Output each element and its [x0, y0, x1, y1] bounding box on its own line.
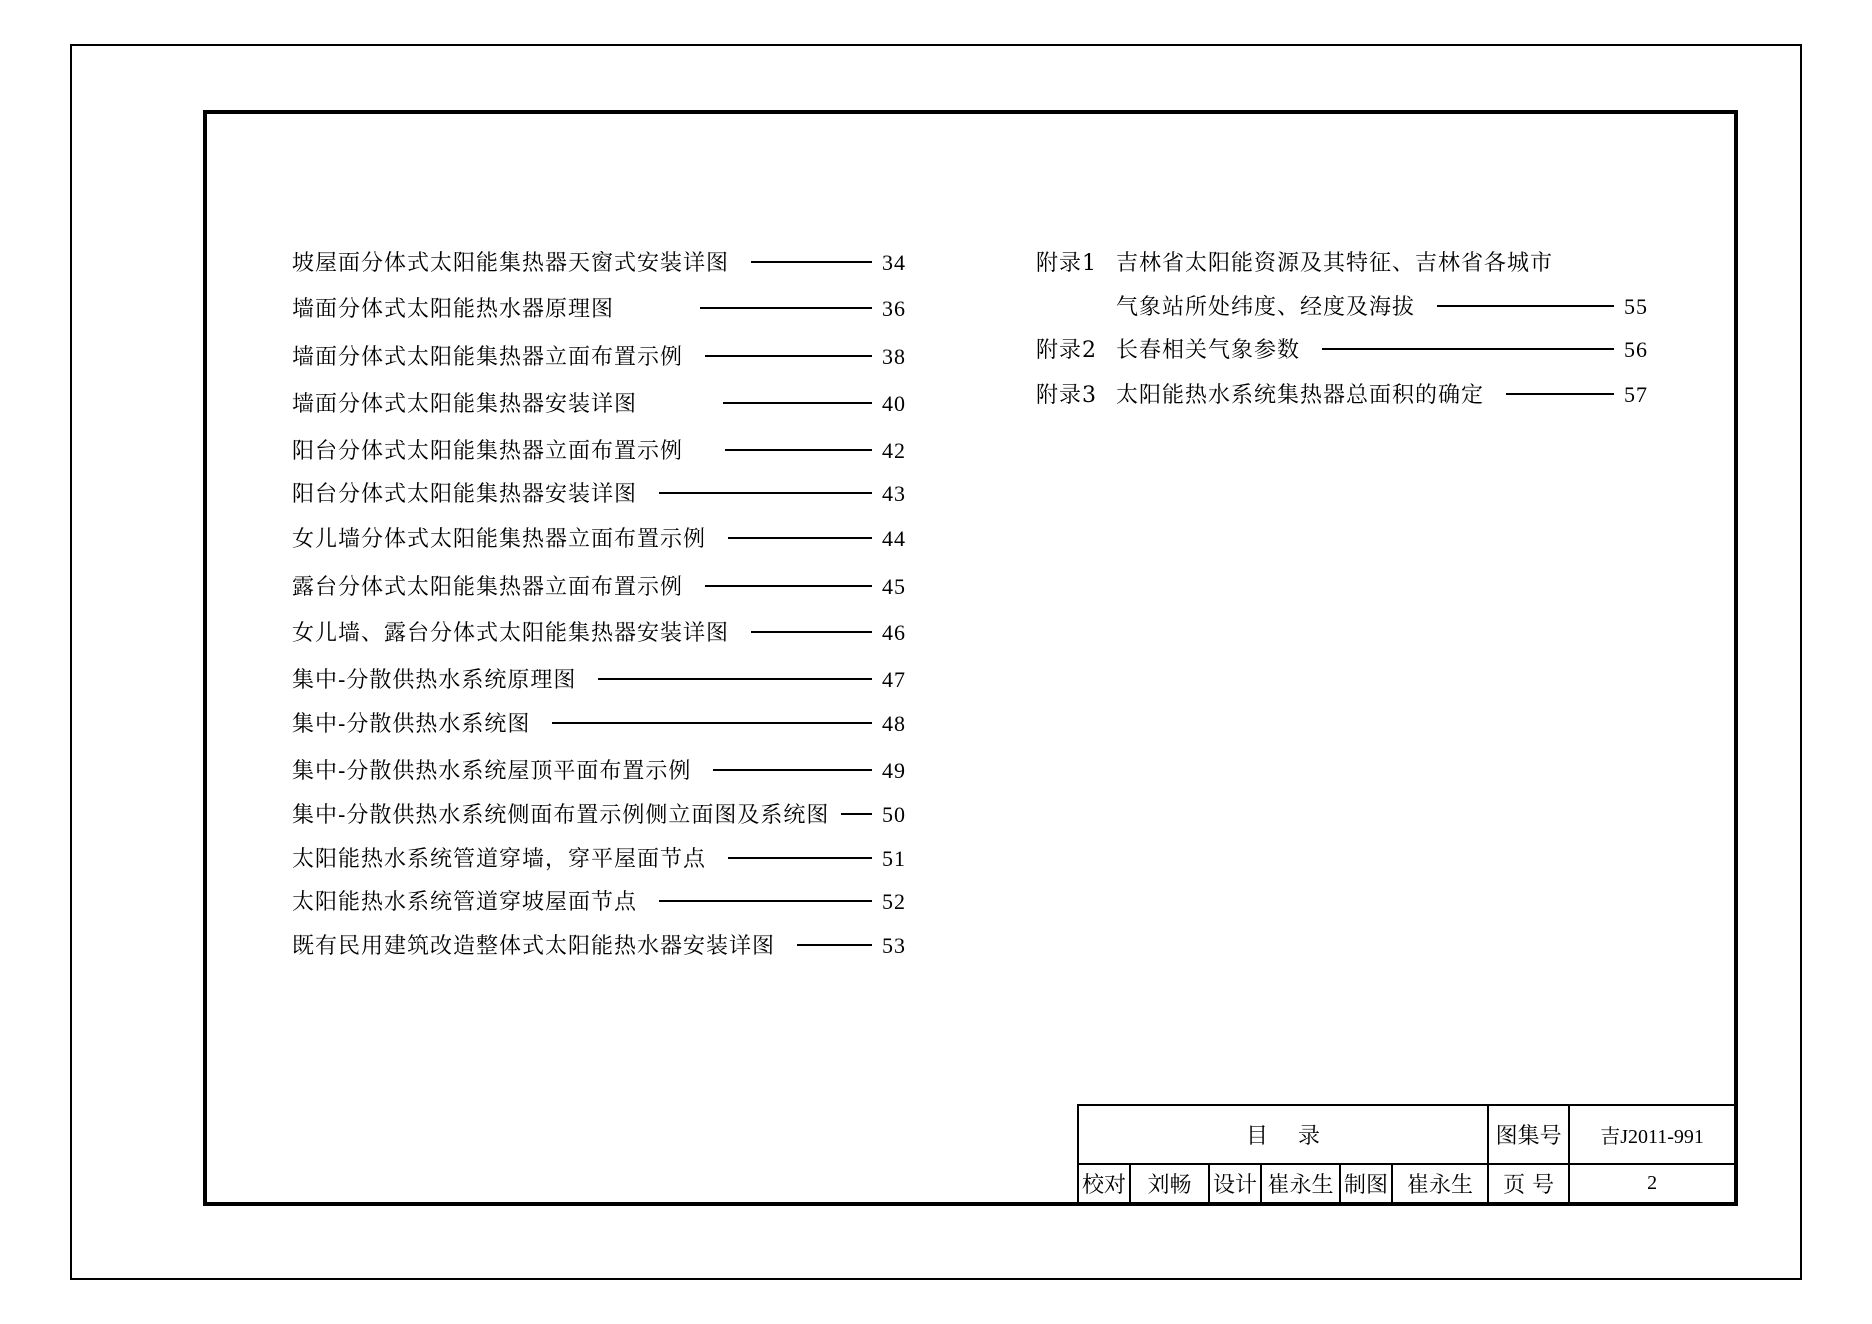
toc-entry-page: 52 [882, 889, 906, 914]
toc-entry-title: 阳台分体式太阳能集热器立面布置示例 [292, 439, 684, 464]
toc-entry[interactable] [292, 616, 914, 663]
toc-entry-title: 女儿墙、露台分体式太阳能集热器安装详图 [292, 621, 730, 646]
toc-entry[interactable] [292, 798, 914, 842]
toc-entry-page: 36 [882, 296, 906, 321]
toc-leader [659, 900, 872, 902]
checker-label: 校对 [1078, 1164, 1130, 1203]
toc-entry[interactable] [292, 292, 914, 340]
designer-label: 设计 [1209, 1164, 1261, 1203]
appendix-page: 56 [1624, 337, 1648, 362]
toc-entry[interactable] [292, 885, 914, 929]
toc-leader [598, 678, 872, 680]
toc-entry-page: 51 [882, 846, 906, 871]
toc-entry-page: 40 [882, 391, 906, 416]
appendix-title-line1: 吉林省太阳能资源及其特征、吉林省各城市 [1116, 251, 1554, 276]
toc-entry-page: 34 [882, 250, 906, 275]
toc-entry-title: 集中-分散供热水系统原理图 [292, 668, 577, 693]
title-block [1077, 1104, 1736, 1204]
toc-entry-title: 阳台分体式太阳能集热器安装详图 [292, 482, 638, 507]
toc-leader [659, 492, 872, 494]
appendix-label: 附录2 [1036, 338, 1097, 363]
appendix-title: 长春相关气象参数 [1116, 338, 1301, 363]
toc-entry-title: 集中-分散供热水系统图 [292, 712, 531, 737]
appendix-1-continued[interactable] [1036, 290, 1656, 333]
toc-entry-page: 38 [882, 344, 906, 369]
toc-leader [725, 449, 872, 451]
toc-entry-title: 墙面分体式太阳能集热器安装详图 [292, 392, 638, 417]
toc-entry-page: 44 [882, 526, 906, 551]
toc-entry-page: 47 [882, 667, 906, 692]
toc-entry[interactable] [292, 842, 914, 885]
drafter-name: 崔永生 [1392, 1164, 1488, 1203]
atlas-number-label: 图集号 [1488, 1105, 1569, 1164]
toc-leader [728, 857, 872, 859]
toc-entry[interactable] [292, 434, 914, 477]
toc-leader [751, 631, 872, 633]
page-number: 2 [1569, 1164, 1735, 1203]
toc-entry-page: 45 [882, 574, 906, 599]
appendix-1[interactable] [1036, 246, 1656, 290]
drawing-title: 目录 [1078, 1105, 1488, 1164]
toc-entry[interactable] [292, 387, 914, 434]
toc-leader [797, 944, 872, 946]
appendix-title-line2: 气象站所处纬度、经度及海拔 [1116, 295, 1416, 320]
toc-entry-page: 42 [882, 438, 906, 463]
appendix-label: 附录1 [1036, 251, 1097, 276]
toc-leader [1322, 348, 1614, 350]
toc-leader [700, 307, 872, 309]
toc-entry[interactable] [292, 929, 914, 973]
toc-entry[interactable] [292, 340, 914, 387]
toc-entry-title: 太阳能热水系统管道穿坡屋面节点 [292, 890, 638, 915]
page-number-label: 页 号 [1488, 1164, 1569, 1203]
toc-entry-title: 既有民用建筑改造整体式太阳能热水器安装详图 [292, 934, 776, 959]
toc-entry[interactable] [292, 477, 914, 522]
appendix-page: 57 [1624, 382, 1648, 407]
toc-entry[interactable] [292, 246, 914, 292]
toc-entry-title: 露台分体式太阳能集热器立面布置示例 [292, 575, 684, 600]
toc-leader [713, 769, 872, 771]
toc-entry[interactable] [292, 570, 914, 616]
toc-entry[interactable] [292, 754, 914, 798]
appendix-3[interactable] [1036, 378, 1656, 423]
toc-entry[interactable] [292, 522, 914, 570]
toc-leader [728, 537, 872, 539]
appendix-2[interactable] [1036, 333, 1656, 378]
toc-entry-title: 集中-分散供热水系统侧面布置示例侧立面图及系统图 [292, 803, 830, 828]
toc-leader [841, 813, 872, 815]
checker-name: 刘畅 [1130, 1164, 1209, 1203]
toc-leader [552, 722, 872, 724]
toc-entry-page: 43 [882, 481, 906, 506]
toc-entry-page: 49 [882, 758, 906, 783]
drafter-label: 制图 [1340, 1164, 1392, 1203]
toc-entry-title: 墙面分体式太阳能集热器立面布置示例 [292, 345, 684, 370]
toc-left-column [292, 246, 914, 973]
toc-entry[interactable] [292, 707, 914, 754]
designer-name: 崔永生 [1261, 1164, 1340, 1203]
toc-leader [1506, 393, 1614, 395]
toc-entry-title: 墙面分体式太阳能热水器原理图 [292, 297, 615, 322]
appendix-page: 55 [1624, 294, 1648, 319]
toc-leader [751, 261, 872, 263]
toc-leader [705, 585, 872, 587]
toc-entry[interactable] [292, 663, 914, 707]
toc-entry-page: 50 [882, 802, 906, 827]
toc-leader [1437, 305, 1614, 307]
toc-leader [705, 355, 872, 357]
toc-appendix-column [1036, 246, 1656, 423]
appendix-title: 太阳能热水系统集热器总面积的确定 [1116, 383, 1485, 408]
toc-entry-page: 48 [882, 711, 906, 736]
toc-entry-title: 集中-分散供热水系统屋顶平面布置示例 [292, 759, 692, 784]
toc-entry-title: 坡屋面分体式太阳能集热器天窗式安装详图 [292, 251, 730, 276]
appendix-label: 附录3 [1036, 383, 1097, 408]
toc-entry-page: 53 [882, 933, 906, 958]
atlas-number: 吉J2011-991 [1569, 1105, 1735, 1164]
toc-entry-page: 46 [882, 620, 906, 645]
toc-entry-title: 太阳能热水系统管道穿墙，穿平屋面节点 [292, 847, 707, 872]
toc-entry-title: 女儿墙分体式太阳能集热器立面布置示例 [292, 527, 707, 552]
toc-leader [723, 402, 872, 404]
